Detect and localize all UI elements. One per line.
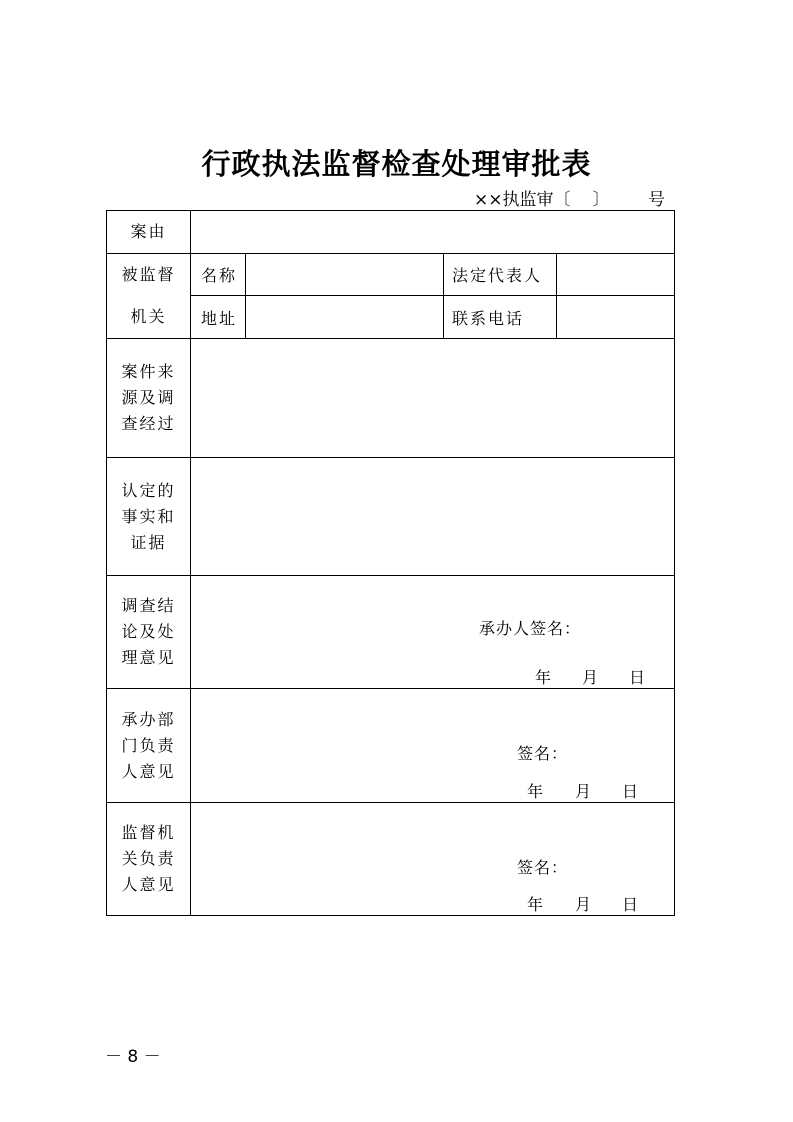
- source-label-line: 查经过: [121, 414, 176, 433]
- supervisor-label-line: 人意见: [121, 875, 176, 894]
- dept-label-line: 门负责: [121, 735, 176, 755]
- facts-label: [107, 458, 191, 576]
- conclusion-label-line: 论及处: [121, 622, 176, 641]
- dept-value-field[interactable]: [191, 689, 675, 803]
- date-day-label: 日: [629, 668, 646, 687]
- case-label: 案由: [107, 211, 191, 254]
- source-label-line: 源及调: [121, 388, 176, 407]
- page-number: － 8 －: [105, 1047, 161, 1067]
- date-day-label: 日: [622, 782, 639, 801]
- supervisor-label-line: 关负责: [121, 849, 176, 868]
- phone-value-field[interactable]: [557, 296, 675, 339]
- legal-rep-value-field[interactable]: [557, 254, 675, 296]
- source-value-field[interactable]: [191, 339, 675, 458]
- facts-value-field[interactable]: [191, 458, 675, 576]
- subject-label-line1: 被监督: [107, 254, 191, 296]
- form-title: 行政执法监督检查处理审批表: [201, 147, 592, 181]
- conclusion-value-field[interactable]: [191, 576, 675, 689]
- date-year-label: 年: [527, 782, 544, 801]
- case-value-field[interactable]: [191, 211, 675, 254]
- dept-signature-label: 签名：: [517, 744, 569, 763]
- legal-rep-label: 法定代表人: [444, 254, 557, 296]
- source-label: [107, 339, 191, 458]
- conclusion-label-line: 理意见: [121, 648, 176, 667]
- facts-label-line: 事实和: [121, 506, 176, 526]
- doc-number-bracket-close: 〕: [592, 190, 610, 210]
- address-label: 地址: [191, 296, 246, 339]
- name-value-field[interactable]: [246, 254, 444, 296]
- date-day-label: 日: [622, 895, 639, 914]
- address-value-field[interactable]: [246, 296, 444, 339]
- handler-signature-label: 承办人签名：: [479, 619, 582, 638]
- supervisor-signature-label: 签名：: [517, 858, 569, 877]
- document-number: [474, 185, 674, 210]
- facts-label-line: 认定的: [121, 480, 176, 500]
- date-month-label: 月: [582, 668, 599, 687]
- dept-label-line: 承办部: [121, 709, 176, 729]
- doc-number-suffix: 号: [648, 190, 665, 210]
- supervisor-label-line: 监督机: [121, 823, 176, 842]
- dept-label-line: 人意见: [121, 761, 176, 781]
- date-year-label: 年: [527, 895, 544, 914]
- conclusion-label-line: 调查结: [121, 596, 176, 615]
- phone-label: 联系电话: [444, 296, 557, 339]
- subject-label-line2: 机关: [107, 296, 191, 339]
- source-label-line: 案件来: [121, 362, 176, 381]
- supervisor-label: [107, 803, 191, 916]
- date-year-label: 年: [535, 668, 552, 687]
- date-month-label: 月: [575, 895, 592, 914]
- name-label: 名称: [191, 254, 246, 296]
- conclusion-label: [107, 576, 191, 689]
- date-month-label: 月: [575, 782, 592, 801]
- doc-number-prefix: ××执监审〔: [474, 190, 571, 210]
- dept-label: [107, 689, 191, 803]
- approval-form-table: [106, 210, 675, 916]
- supervisor-value-field[interactable]: [191, 803, 675, 916]
- facts-label-line: 证据: [130, 532, 167, 552]
